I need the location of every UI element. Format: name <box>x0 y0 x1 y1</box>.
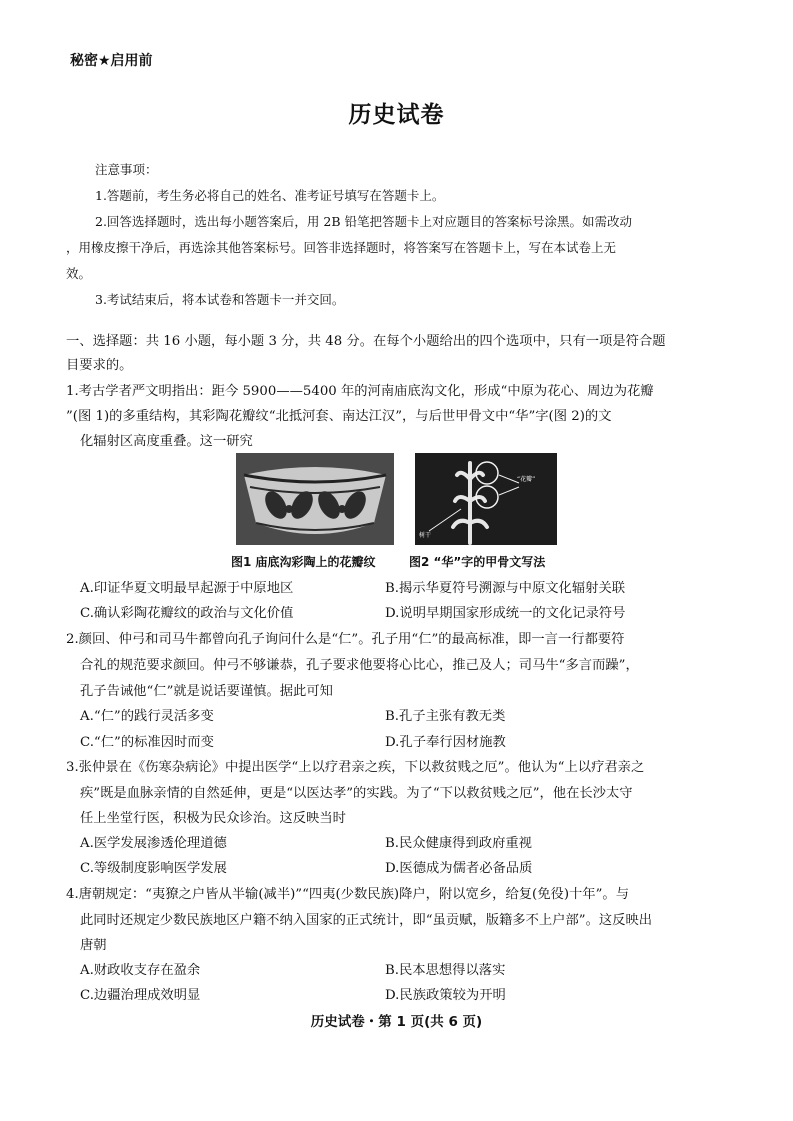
section-heading: 一、选择题：共 16 小题，每小题 3 分，共 48 分。在每个小题给出的四个选项中，只有一项是符合题 <box>66 334 666 349</box>
question-3-stem: 疾”既是血脉亲情的自然延伸，更是“以医达孝”的实践。为了“下以救贫贱之厄”，他在长沙太守 <box>80 786 633 801</box>
figure-2-oracle-bone-image <box>415 453 557 545</box>
question-3-option-c: C.等级制度影响医学发展 <box>80 861 227 876</box>
question-4-stem: 唐朝 <box>80 938 107 953</box>
figure-2-label-trunk: 树干 <box>419 532 432 539</box>
question-2-stem: 2.颜回、仲弓和司马牛都曾向孔子询问什么是“仁”。孔子用“仁”的最高标准，即一言一行都要符 <box>66 632 625 647</box>
page-footer: 历史试卷・第 1 页(共 6 页) <box>310 1014 483 1030</box>
question-4-option-c: C.边疆治理成效明显 <box>80 988 201 1003</box>
page-title: 历史试卷 <box>348 102 445 128</box>
note-line: 效。 <box>66 266 92 281</box>
question-3-option-d: D.医德成为儒者必备品质 <box>385 861 533 876</box>
question-4-option-d: D.民族政策较为开明 <box>385 988 506 1003</box>
question-1-stem: 化辐射区高度重叠。这一研究 <box>80 434 253 449</box>
question-4-stem: 4.唐朝规定：“夷獠之户皆从半输(减半)”“四夷(少数民族)降户，附以宽乡，给复(免役)十年”。与 <box>66 887 629 902</box>
note-line: 1.答题前，考生务必将自己的姓名、准考证号填写在答题卡上。 <box>95 188 445 203</box>
figure-1-caption: 图1 庙底沟彩陶上的花瓣纹 <box>231 555 376 569</box>
confidential-mark: 秘密★启用前 <box>70 53 153 69</box>
question-2-option-d: D.孔子奉行因材施教 <box>385 735 506 750</box>
question-3-option-a: A.医学发展渗透伦理道德 <box>80 836 227 851</box>
question-1-option-b: B.揭示华夏符号溯源与中原文化辐射关联 <box>385 581 626 596</box>
question-3-option-b: B.民众健康得到政府重视 <box>385 836 532 851</box>
question-2-option-c: C.“仁”的标准因时而变 <box>80 735 214 750</box>
question-4-option-a: A.财政收支存在盈余 <box>80 963 201 978</box>
question-1-option-c: C.确认彩陶花瓣纹的政治与文化价值 <box>80 606 294 621</box>
question-2-option-a: A.“仁”的践行灵活多变 <box>80 709 214 724</box>
notes-heading: 注意事项： <box>95 162 158 177</box>
figure-2-label-petal: “花瓣” <box>517 476 536 483</box>
figure-2-caption: 图2 “华”字的甲骨文写法 <box>409 555 546 569</box>
section-heading-cont: 目要求的。 <box>66 358 133 373</box>
question-2-stem: 合礼的规范要求颜回。仲弓不够谦恭，孔子要求他要将心比心，推己及人；司马牛“多言而躁”， <box>80 658 639 673</box>
question-4-stem: 此同时还规定少数民族地区户籍不纳入国家的正式统计，即“虽贡赋，版籍多不上户部”。这反映出 <box>80 913 653 928</box>
question-1-option-d: D.说明早期国家形成统一的文化记录符号 <box>385 606 626 621</box>
question-4-option-b: B.民本思想得以落实 <box>385 963 506 978</box>
question-1-stem: 1.考古学者严文明指出：距今 5900——5400 年的河南庙底沟文化，形成“中原为花心、周边为花瓣 <box>66 384 654 399</box>
question-1-option-a: A.印证华夏文明最早起源于中原地区 <box>80 581 294 596</box>
question-2-stem: 孔子告诫他“仁”就是说话要谨慎。据此可知 <box>80 684 333 699</box>
figure-1-pottery-image <box>236 453 394 545</box>
note-line: 2.回答选择题时，选出每小题答案后，用 2B 铅笔把答题卡上对应题目的答案标号涂黑。如需改动 <box>95 214 633 229</box>
note-line: 3.考试结束后，将本试卷和答题卡一并交回。 <box>95 292 345 307</box>
question-3-stem: 3.张仲景在《伤寒杂病论》中提出医学“上以疗君亲之疾，下以救贫贱之厄”。他认为“上以疗君亲之 <box>66 760 645 775</box>
question-2-option-b: B.孔子主张有教无类 <box>385 709 506 724</box>
note-line: ，用橡皮擦干净后，再选涂其他答案标号。回答非选择题时，将答案写在答题卡上，写在本试卷上无 <box>66 240 617 255</box>
question-1-stem: ”(图 1)的多重结构，其彩陶花瓣纹“北抵河套、南达江汉”，与后世甲骨文中“华”字(图 2)的文 <box>66 409 612 424</box>
question-3-stem: 任上坐堂行医，积极为民众诊治。这反映当时 <box>80 811 346 826</box>
